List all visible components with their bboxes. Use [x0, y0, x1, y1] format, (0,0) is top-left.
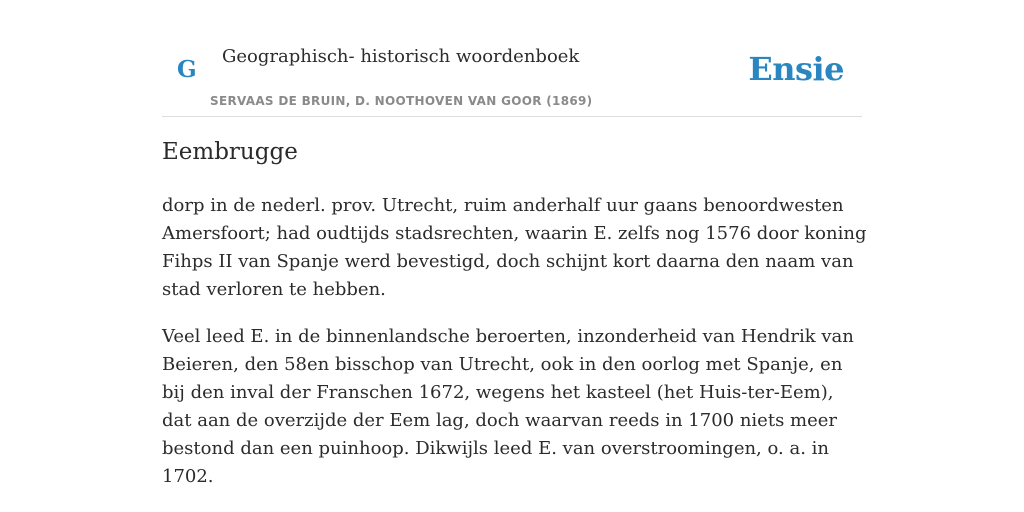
entry-title: Eembrugge: [162, 139, 298, 165]
entry-paragraph: Veel leed E. in de binnenlandsche beroerten, inzonderheid van Hendrik van Beieren, den 58en bisschop van Utrecht, ook in den oorlog met Spanje, en bij den inval der Franschen 1672, wegens het kasteel (het Huis-ter-Eem), dat aan de overzijde der Eem lag, doch waarvan reeds in 1700 niets meer bestond dan een puinhoop. Dikwijls leed E. van overstroomingen, o. a. in 1702.: [162, 326, 854, 487]
entry-body: [162, 192, 867, 510]
book-author: SERVAAS DE BRUIN, D. NOOTHOVEN VAN GOOR (1869): [210, 94, 593, 108]
book-title[interactable]: Geographisch- historisch woordenboek: [222, 46, 580, 67]
entry-paragraph: dorp in de nederl. prov. Utrecht, ruim anderhalf uur gaans benoordwesten Amersfoort; had oudtijds stadsrechten, waarin E. zelfs nog 1576 door koning Fihps II van Spanje werd bevestigd, doch schijnt kort daarna den naam van stad verloren te hebben.: [162, 195, 867, 300]
site-logo[interactable]: Ensie: [748, 50, 844, 88]
book-header: [162, 36, 862, 117]
book-logo-icon: G: [177, 56, 197, 83]
